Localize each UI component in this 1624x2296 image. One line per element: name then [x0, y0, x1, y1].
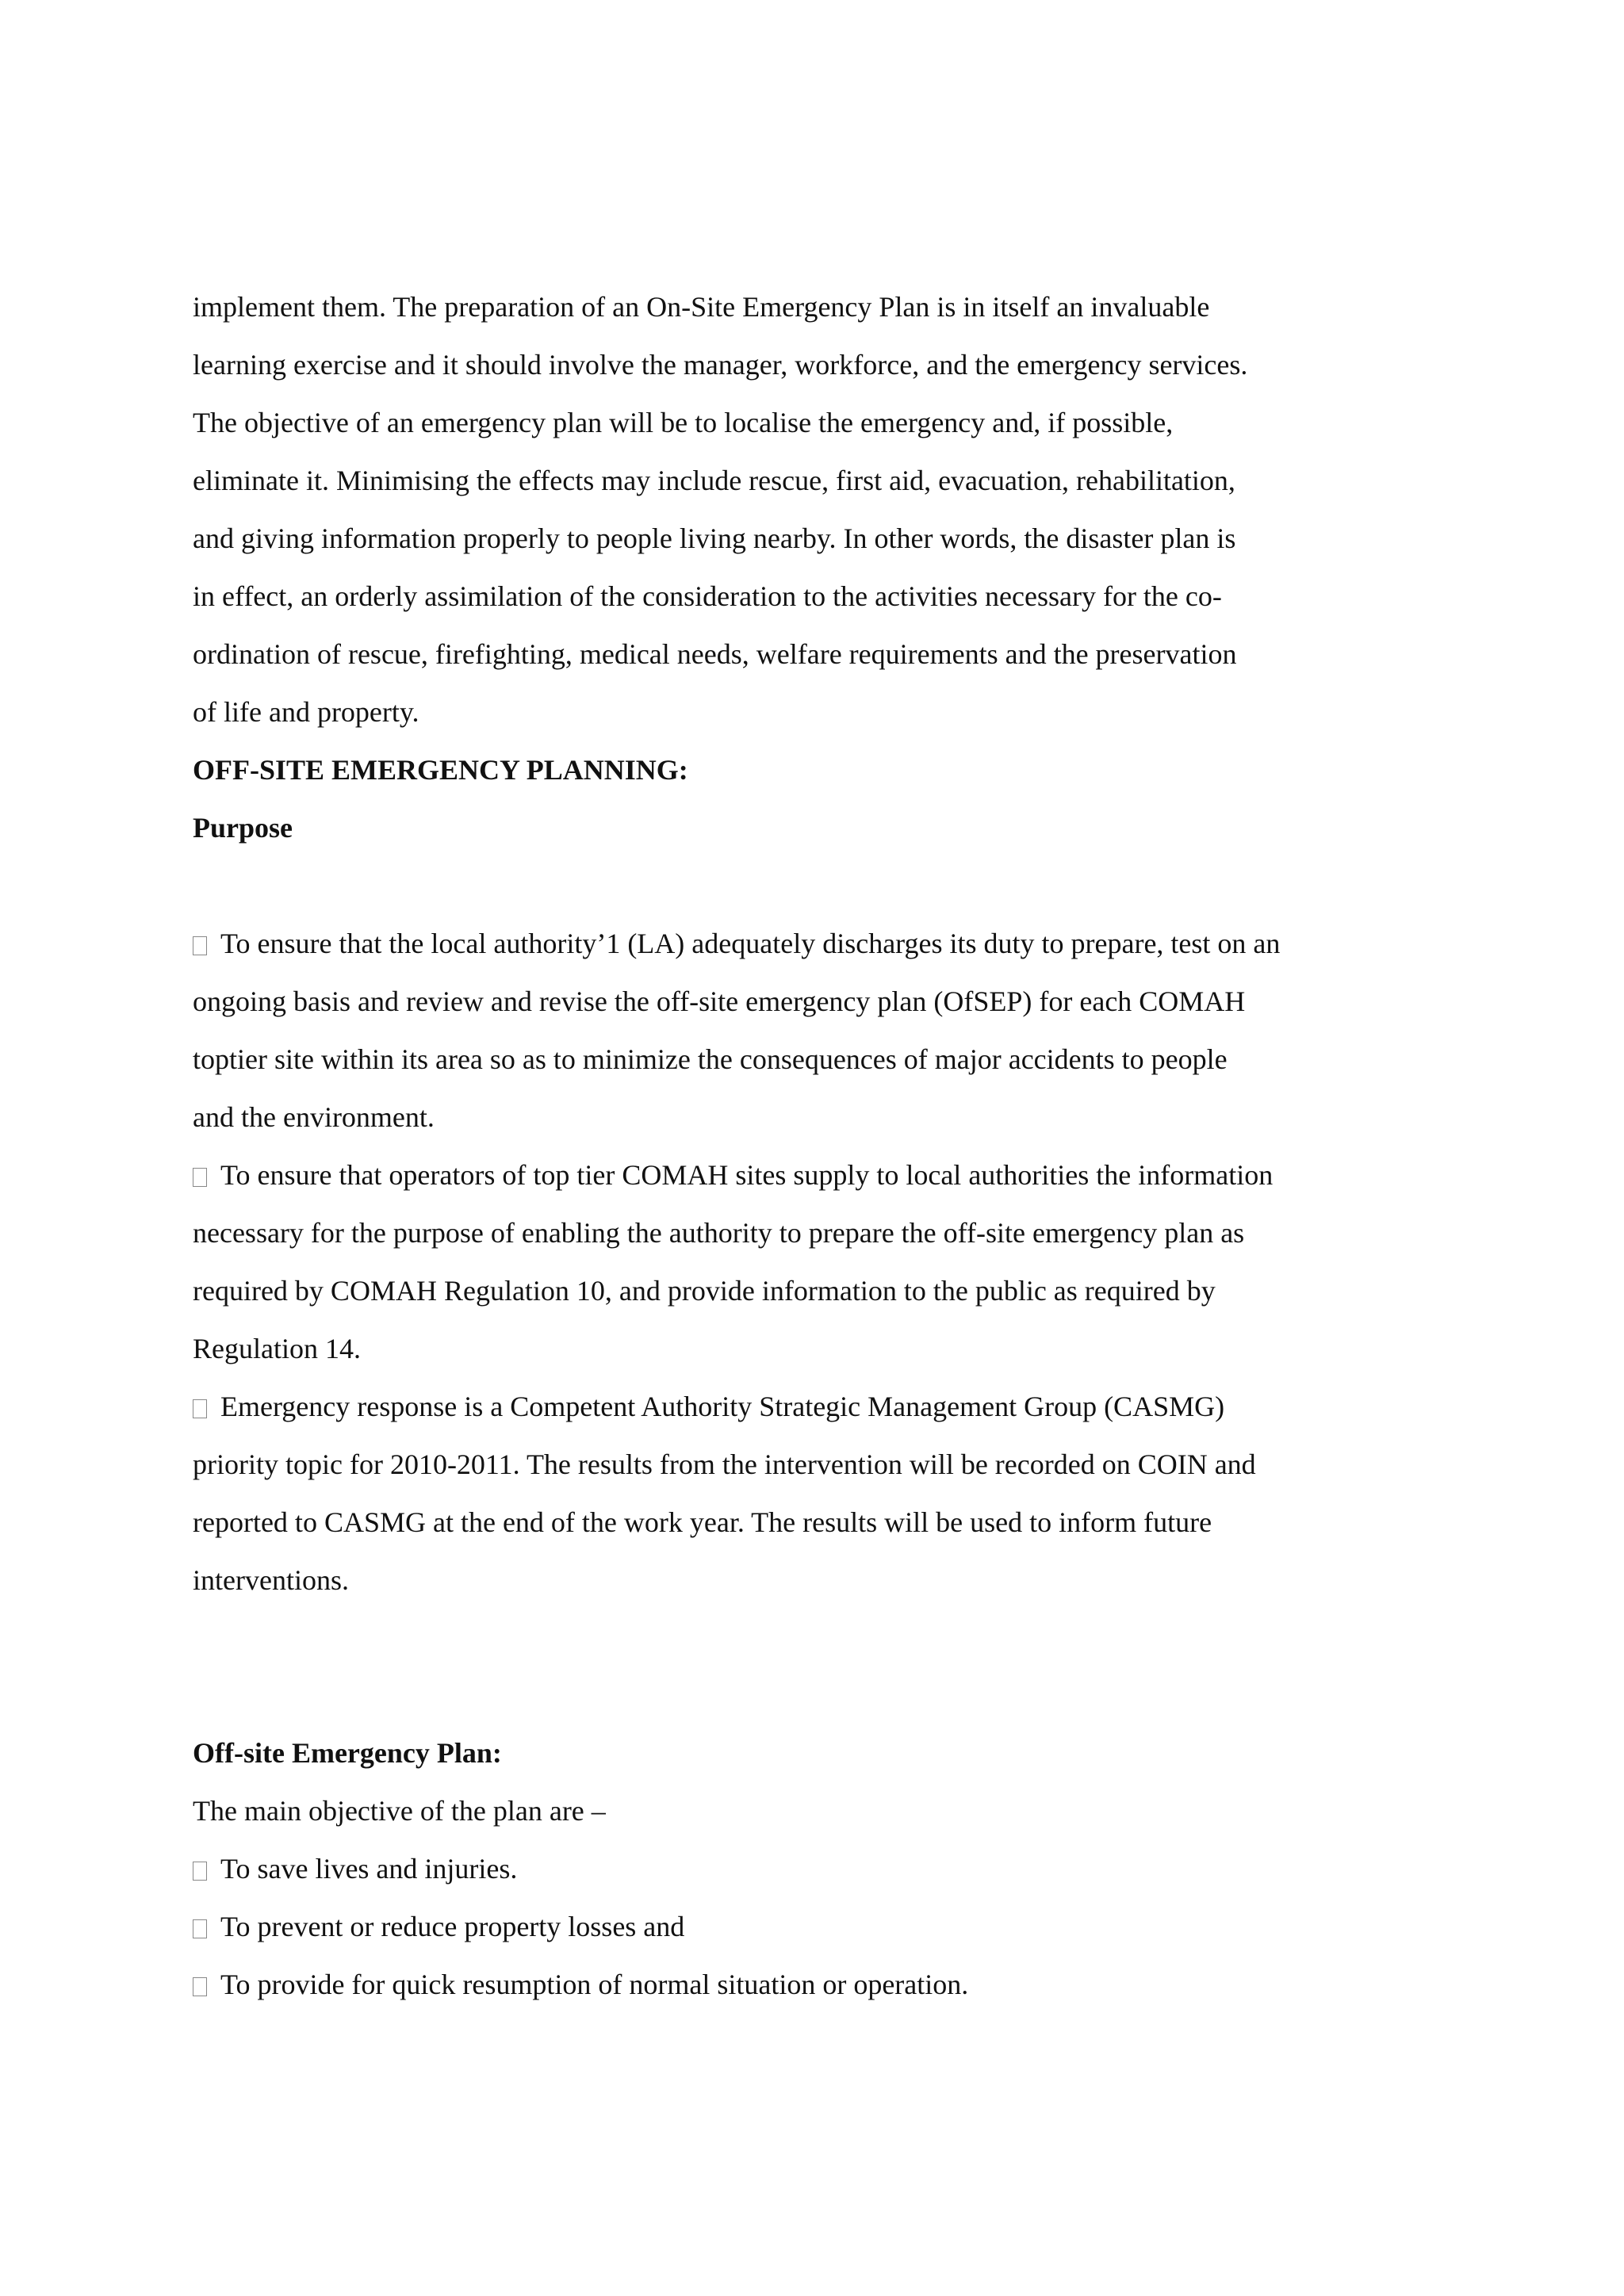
bullet-box-icon — [193, 936, 207, 955]
intro-line-4: eliminate it. Minimising the effects may include rescue, first aid, evacuation, rehabilitation, — [193, 465, 1235, 496]
purpose-line-1: To ensure that the local authority’1 (LA) adequately discharges its duty to prepare, test on an — [220, 928, 1281, 959]
plan-bullet-text-2: To prevent or reduce property losses and — [220, 1911, 685, 1942]
plan-bullet-2 — [193, 1909, 684, 1944]
bullet-box-icon — [193, 1919, 207, 1938]
bullet-box-icon — [193, 1862, 207, 1881]
purpose-line-3: toptier site within its area so as to minimize the consequences of major accidents to people — [193, 1043, 1228, 1075]
plan-bullet-3 — [193, 1967, 968, 2002]
intro-line-1: implement them. The preparation of an On-Site Emergency Plan is in itself an invaluable — [193, 291, 1210, 323]
purpose-line-11: reported to CASMG at the end of the work year. The results will be used to inform future — [193, 1506, 1212, 1538]
purpose-line-2: ongoing basis and review and revise the off-site emergency plan (OfSEP) for each COMAH — [193, 985, 1246, 1017]
bullet-box-icon — [193, 1168, 207, 1187]
purpose-line-4: and the environment. — [193, 1101, 435, 1133]
purpose-line-5: To ensure that operators of top tier COMAH sites supply to local authorities the information — [220, 1159, 1274, 1191]
plan-bullet-1 — [193, 1851, 517, 1886]
intro-line-3: The objective of an emergency plan will be to localise the emergency and, if possible, — [193, 407, 1174, 438]
intro-line-5: and giving information properly to people living nearby. In other words, the disaster plan is — [193, 522, 1236, 554]
offsite-plan-heading: Off-site Emergency Plan: — [193, 1737, 502, 1769]
bullet-box-icon — [193, 1399, 207, 1418]
purpose-line-9: Emergency response is a Competent Authority Strategic Management Group (CASMG) — [220, 1391, 1225, 1422]
purpose-bullet-1 — [193, 926, 1280, 961]
plan-bullet-text-1: To save lives and injuries. — [220, 1853, 518, 1885]
bullet-box-icon — [193, 1977, 207, 1996]
purpose-line-12: interventions. — [193, 1564, 349, 1596]
intro-line-8: of life and property. — [193, 696, 419, 728]
purpose-bullet-2 — [193, 1158, 1273, 1192]
intro-line-6: in effect, an orderly assimilation of the consideration to the activities necessary for the co- — [193, 580, 1222, 612]
intro-line-7: ordination of rescue, firefighting, medical needs, welfare requirements and the preservation — [193, 638, 1237, 670]
purpose-line-6: necessary for the purpose of enabling the authority to prepare the off-site emergency plan as — [193, 1217, 1245, 1249]
intro-line-2: learning exercise and it should involve the manager, workforce, and the emergency services. — [193, 349, 1248, 381]
plan-intro: The main objective of the plan are – — [193, 1795, 606, 1827]
purpose-bullet-3 — [193, 1389, 1224, 1424]
plan-bullet-text-3: To provide for quick resumption of normal situation or operation. — [220, 1969, 969, 2000]
purpose-line-7: required by COMAH Regulation 10, and provide information to the public as required by — [193, 1275, 1216, 1307]
offsite-planning-heading: OFF-SITE EMERGENCY PLANNING: — [193, 754, 688, 786]
purpose-line-10: priority topic for 2010-2011. The results from the intervention will be recorded on COIN and — [193, 1448, 1256, 1480]
purpose-heading: Purpose — [193, 812, 293, 844]
purpose-line-8: Regulation 14. — [193, 1333, 361, 1364]
